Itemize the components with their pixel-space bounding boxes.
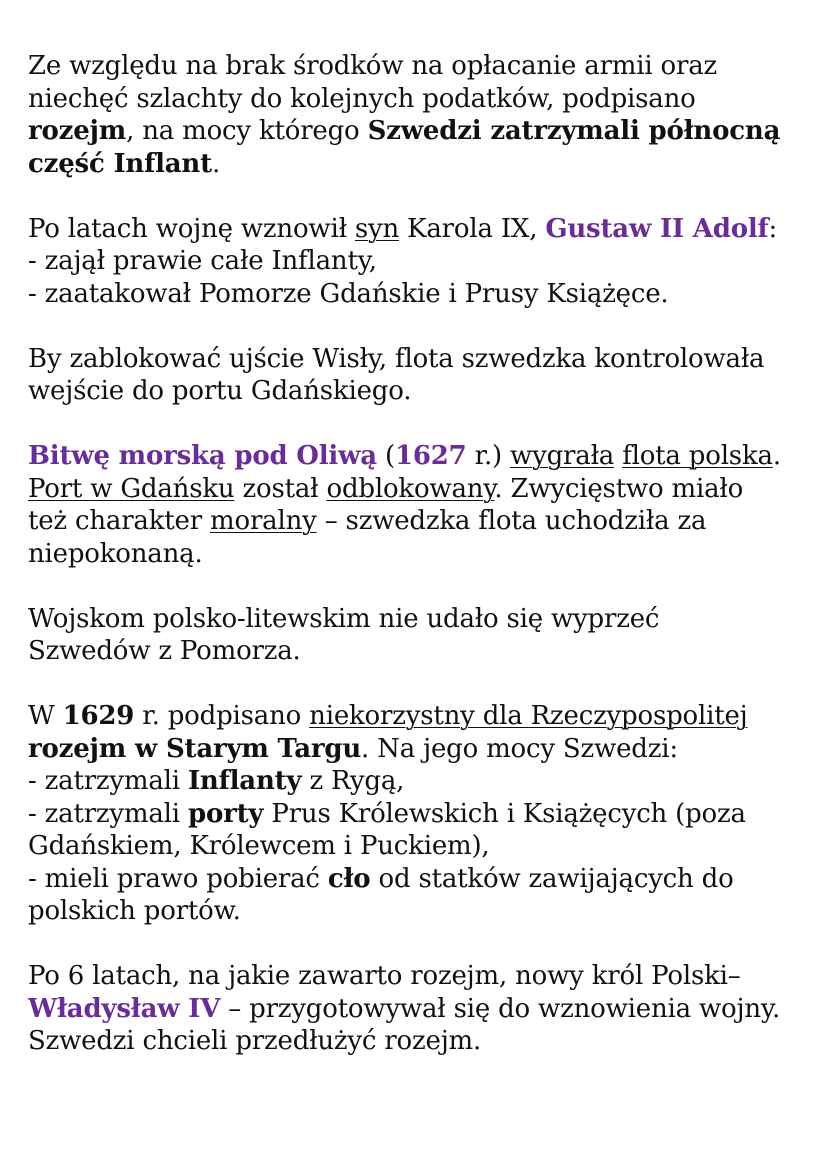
text-fragment: Prus Królewskich i Książęcych (poza: [263, 798, 746, 829]
text-line: Po 6 latach, na jakie zawarto rozejm, nowy król Polski–: [28, 961, 741, 991]
text-line: [28, 700, 808, 733]
text-line: By zablokować ujście Wisły, flota szwedzka kontrolowała: [28, 343, 765, 374]
list-item: - zajął prawie całe Inflanty,: [28, 246, 377, 276]
text-fragment: :: [768, 213, 778, 244]
text-fragment: (: [376, 441, 395, 471]
text-line: Wojskom polsko-litewskim nie udało się wyprzeć: [28, 603, 660, 634]
bold-term-duty: cło: [327, 863, 371, 894]
underlined-term-port-gdansk: Port w Gdańsku: [28, 473, 235, 504]
text-line: niepokonaną.: [28, 538, 203, 569]
text-fragment: - zatrzymali: [28, 798, 188, 829]
document-page: [28, 50, 808, 1090]
bold-term-livonia: Inflanty: [187, 766, 302, 796]
text-fragment: też charakter: [28, 506, 211, 536]
bold-phrase-swedes-kept: Szwedzi zatrzymali północną: [367, 116, 781, 146]
paragraph-blockade: [28, 343, 808, 408]
underlined-term-polish-fleet: flota polska: [622, 441, 773, 471]
text-line: [28, 213, 808, 246]
text-fragment: – szwedzka flota uchodziła za: [316, 506, 707, 536]
text-fragment: . Zwycięstwo miało: [494, 473, 744, 504]
text-fragment: r. podpisano: [134, 701, 310, 731]
text-fragment: - zatrzymali: [28, 766, 188, 796]
text-fragment: Po latach wojnę wznowił: [28, 213, 355, 244]
text-fragment: . Na jego mocy Szwedzi:: [361, 733, 678, 764]
text-fragment: z Rygą,: [301, 766, 405, 796]
text-fragment: Karola IX,: [399, 213, 546, 244]
paragraph-truce-reason: [28, 50, 808, 180]
text-line: niechęć szlachty do kolejnych podatków, podpisano: [28, 83, 696, 114]
text-line: Ze względu na brak środków na opłacanie armii oraz: [28, 51, 718, 81]
highlight-battle-name: Bitwę morską pod Oliwą: [28, 441, 377, 471]
text-fragment: , na mocy którego: [126, 116, 368, 146]
underlined-term-unblocked: odblokowany: [326, 473, 495, 504]
highlight-name-wladyslaw: Władysław IV: [28, 993, 221, 1024]
text-fragment: W: [28, 701, 63, 731]
text-line: [28, 505, 808, 538]
text-fragment: - mieli prawo pobierać: [28, 863, 328, 894]
text-line: Gdańskiem, Królewcem i Puckiem),: [28, 831, 490, 861]
text-line: Szwedzi chcieli przedłużyć rozejm.: [28, 1026, 482, 1056]
text-line: polskich portów.: [28, 896, 241, 926]
bold-term-rozejm: rozejm: [28, 116, 127, 146]
highlight-year-1627: 1627: [394, 441, 467, 471]
bold-phrase-truce-stary-targ: rozejm w Starym Targu: [28, 733, 362, 764]
underlined-phrase-unfavourable: niekorzystny dla Rzeczypospolitej: [309, 701, 748, 731]
text-line: [28, 473, 808, 506]
underlined-term-moral: moralny: [210, 506, 317, 536]
underlined-term-won: wygrała: [510, 441, 615, 471]
text-line: [28, 148, 808, 181]
text-fragment: został: [234, 473, 327, 504]
text-fragment: .: [211, 148, 221, 179]
highlight-name-gustaw: Gustaw II Adolf: [545, 213, 769, 244]
bold-term-ports: porty: [187, 798, 264, 829]
text-fragment: [614, 441, 622, 471]
text-fragment: – przygotowywał się do wznowienia wojny.: [220, 993, 781, 1024]
text-line: [28, 733, 808, 766]
paragraph-gustav-adolf: [28, 213, 808, 311]
underlined-term-syn: syn: [354, 213, 400, 244]
list-item: [28, 765, 808, 798]
text-line: [28, 993, 808, 1026]
text-line: wejście do portu Gdańskiego.: [28, 376, 412, 406]
text-fragment: .: [772, 441, 781, 471]
list-item: [28, 863, 808, 896]
text-fragment: od statków zawijających do: [370, 863, 734, 894]
paragraph-stary-targ: [28, 700, 808, 928]
paragraph-pomerania: [28, 603, 808, 668]
text-line: Szwedów z Pomorza.: [28, 636, 301, 666]
paragraph-wladyslaw: [28, 960, 808, 1058]
bold-year-1629: 1629: [62, 701, 135, 731]
list-item: - zaatakował Pomorze Gdańskie i Prusy Książęce.: [28, 278, 669, 309]
text-fragment: r.): [466, 441, 511, 471]
list-item: [28, 798, 808, 831]
bold-phrase-livonia-part: część Inflant: [28, 148, 212, 179]
paragraph-battle-oliwa: [28, 440, 808, 570]
text-line: [28, 115, 808, 148]
text-line: [28, 440, 808, 473]
